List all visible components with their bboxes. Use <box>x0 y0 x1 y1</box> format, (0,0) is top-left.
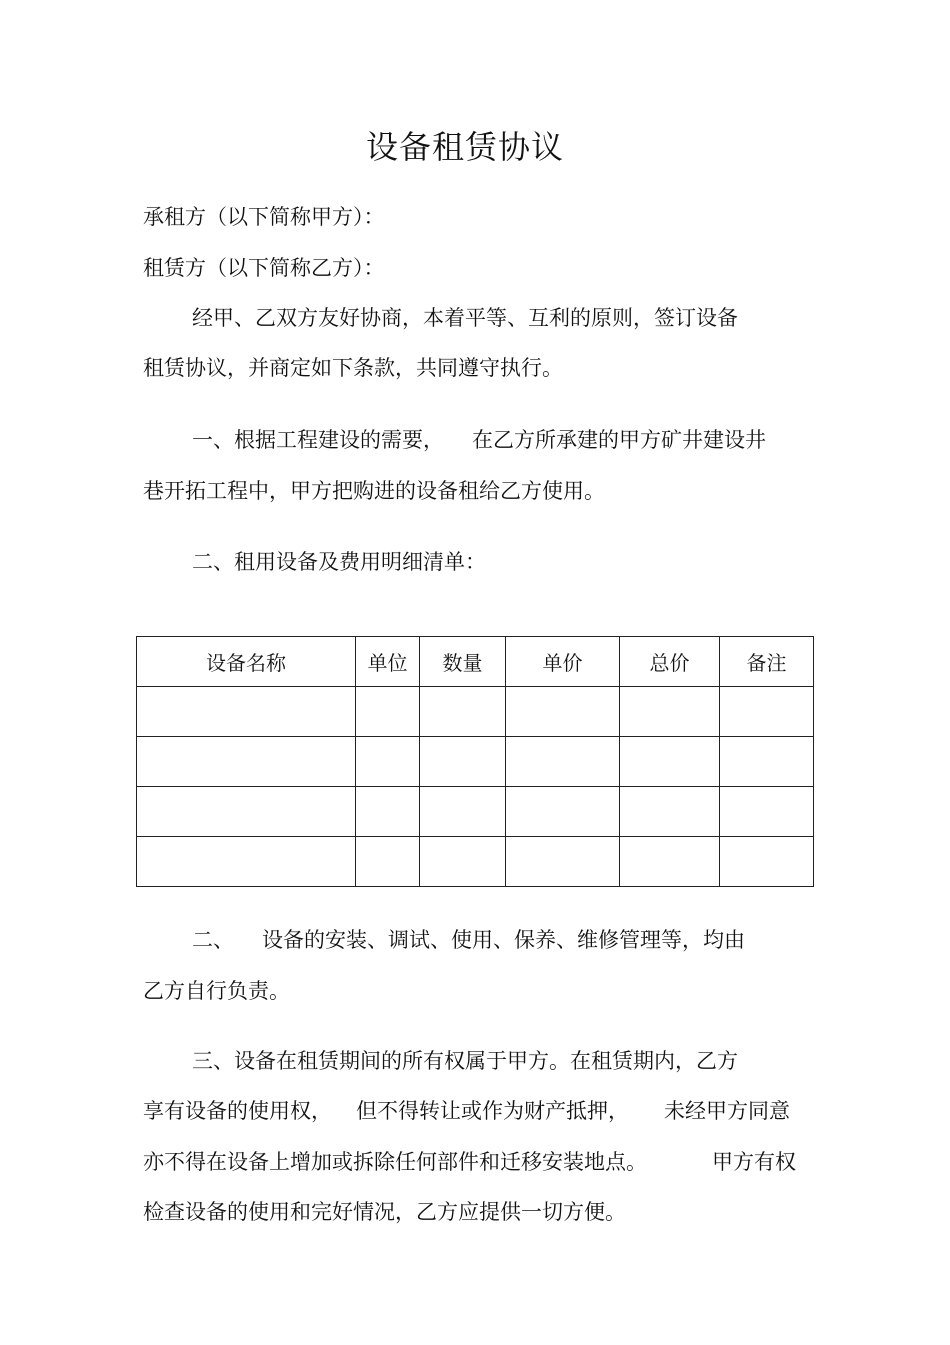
table-cell <box>356 687 420 737</box>
header-equipment-name: 设备名称 <box>137 637 356 687</box>
table-cell <box>137 837 356 887</box>
clause2b-text: 设备的安装、调试、使用、保养、维修管理等，均由 <box>262 928 745 952</box>
party-b-line: 租赁方（以下简称乙方）： <box>143 256 385 280</box>
clause3-line-2b: 但不得转让或作为财产抵押， <box>356 1099 629 1123</box>
table-cell <box>137 787 356 837</box>
header-unit-price: 单价 <box>506 637 620 687</box>
table-cell <box>620 687 720 737</box>
table-cell <box>620 787 720 837</box>
table-cell <box>420 737 506 787</box>
header-unit: 单位 <box>356 637 420 687</box>
table-cell <box>620 837 720 887</box>
table-row <box>137 737 814 787</box>
table-cell <box>137 737 356 787</box>
table-cell <box>720 687 814 737</box>
clause2-title: 二、租用设备及费用明细清单： <box>192 550 486 574</box>
header-total-price: 总价 <box>620 637 720 687</box>
table-row <box>137 687 814 737</box>
clause3-line-3b: 甲方有权 <box>712 1150 796 1174</box>
clause2b-line-2: 乙方自行负责。 <box>143 979 290 1003</box>
clause3-line-4: 检查设备的使用和完好情况，乙方应提供一切方便。 <box>143 1200 626 1224</box>
document-title: 设备租赁协议 <box>365 128 564 166</box>
clause3-line-2a: 享有设备的使用权， <box>143 1099 332 1123</box>
table-cell <box>720 737 814 787</box>
table-cell <box>356 737 420 787</box>
table-cell <box>506 787 620 837</box>
table-cell <box>420 687 506 737</box>
table-row <box>137 787 814 837</box>
table-cell <box>720 837 814 887</box>
table-header-row <box>137 637 814 687</box>
table-cell <box>506 837 620 887</box>
clause1-part-2: 在乙方所承建的甲方矿井建设井 <box>472 428 766 452</box>
intro-line-2: 租赁协议，并商定如下条款，共同遵守执行。 <box>143 356 563 380</box>
equipment-fee-table <box>136 636 814 887</box>
table-cell <box>620 737 720 787</box>
table-cell <box>420 787 506 837</box>
table-cell <box>137 687 356 737</box>
clause1-line-2: 巷开拓工程中，甲方把购进的设备租给乙方使用。 <box>143 479 605 503</box>
header-remarks: 备注 <box>720 637 814 687</box>
header-quantity: 数量 <box>420 637 506 687</box>
table-row <box>137 837 814 887</box>
table-cell <box>720 787 814 837</box>
table-cell <box>420 837 506 887</box>
table-cell <box>506 687 620 737</box>
clause1-part-1: 一、根据工程建设的需要， <box>192 428 444 452</box>
table-cell <box>356 787 420 837</box>
clause3-line-2c: 未经甲方同意 <box>664 1099 790 1123</box>
table-cell <box>506 737 620 787</box>
clause2b-number: 二、 <box>192 928 234 952</box>
table-cell <box>356 837 420 887</box>
intro-line-1: 经甲、乙双方友好协商，本着平等、互利的原则，签订设备 <box>192 306 738 330</box>
party-a-line: 承租方（以下简称甲方）： <box>143 205 385 229</box>
clause3-line-1: 三、设备在租赁期间的所有权属于甲方。在租赁期内，乙方 <box>192 1049 738 1073</box>
clause3-line-3a: 亦不得在设备上增加或拆除任何部件和迁移安装地点。 <box>143 1150 647 1174</box>
